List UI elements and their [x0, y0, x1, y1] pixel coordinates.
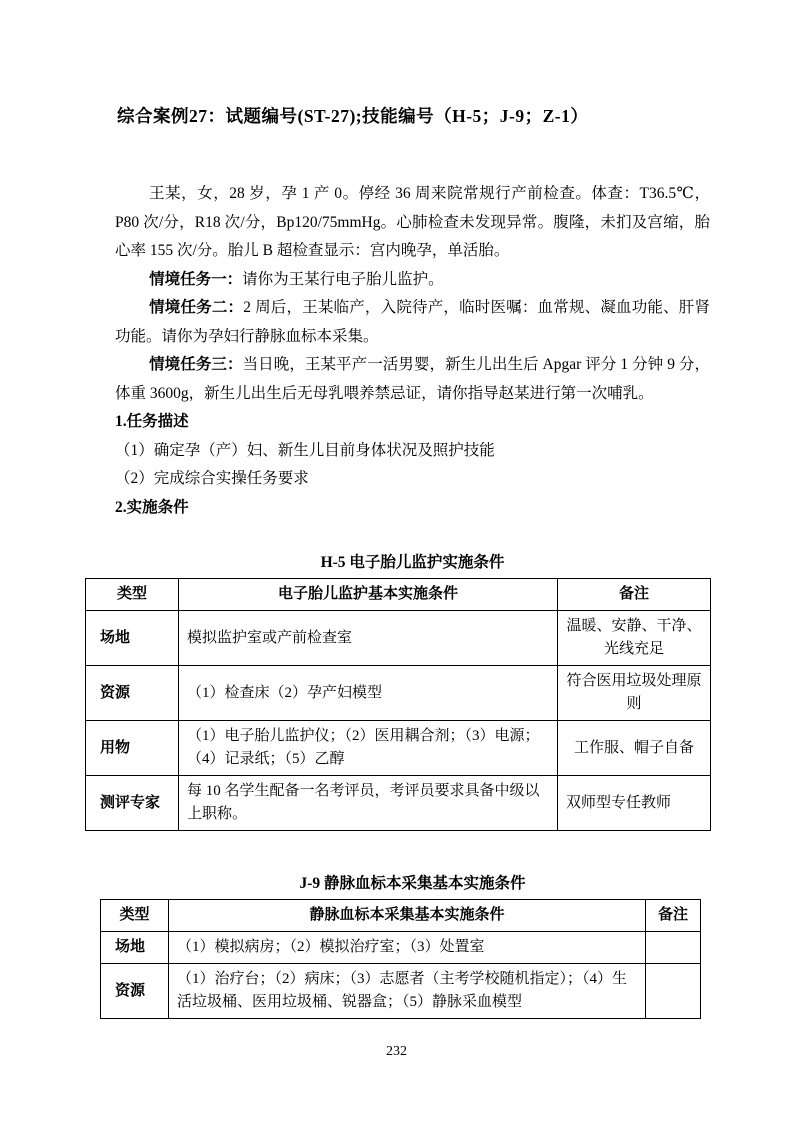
table-j9-row2-type: 资源 [101, 964, 169, 1019]
table-row [86, 721, 711, 776]
table-j9 [100, 899, 701, 1019]
table-row [86, 666, 711, 721]
table-h5 [85, 578, 711, 831]
task-3-label: 情境任务三： [149, 356, 243, 373]
task-description-item-1: （1）确定孕（产）妇、新生儿目前身体状况及照护技能 [115, 441, 495, 459]
table-h5-header-note: 备注 [558, 579, 711, 611]
table-j9-row2-note [646, 964, 701, 1019]
table-j9-row2-condition: （1）治疗台；（2）病床；（3）志愿者（主考学校随机指定）；（4）生活垃圾桶、医用垃圾桶、锐器盒；（5）静脉采血模型 [169, 964, 646, 1019]
table-h5-row3-note: 工作服、帽子自备 [558, 721, 711, 776]
table-row [86, 611, 711, 666]
task-2-text: 2 周后，王某临产，入院待产，临时医嘱：血常规、凝血功能、肝肾功能。请你为孕妇行静脉血标本采集。 [115, 299, 710, 345]
table-j9-header-row [101, 900, 701, 932]
table-h5-row4-type: 测评专家 [86, 776, 179, 831]
task-3-text: 当日晚，王某平产一活男婴，新生儿出生后 Apgar 评分 1 分钟 9 分，体重 3600g，新生儿出生后无母乳喂养禁忌证，请你指导赵某进行第一次哺乳。 [115, 356, 710, 402]
task-paragraph-2 [115, 294, 710, 351]
task-paragraph-1 [115, 266, 710, 295]
table-h5-row1-note: 温暖、安静、干净、光线充足 [558, 611, 711, 666]
table-j9-row1-condition: （1）模拟病房；（2）模拟治疗室；（3）处置室 [169, 932, 646, 964]
table-row [86, 776, 711, 831]
task-description-item-2: （2）完成综合实操任务要求 [115, 470, 309, 487]
table-j9-row1-note [646, 932, 701, 964]
table-h5-row2-type: 资源 [86, 666, 179, 721]
table-j9-row1-type: 场地 [101, 932, 169, 964]
table-j9-header-note: 备注 [646, 900, 701, 932]
table-j9-caption: J-9 静脉血标本采集基本实施条件 [299, 875, 526, 892]
task-2-label: 情境任务二： [149, 299, 244, 316]
table-j9-header-condition: 静脉血标本采集基本实施条件 [169, 900, 646, 932]
table-h5-header-row [86, 579, 711, 611]
table-j9-header-type: 类型 [101, 900, 169, 932]
table-h5-section [100, 552, 710, 831]
table-h5-row1-condition: 模拟监护室或产前检查室 [179, 611, 558, 666]
table-h5-row1-type: 场地 [86, 611, 179, 666]
table-j9-section [115, 873, 710, 1019]
table-h5-row2-condition: （1）检查床（2）孕产妇模型 [179, 666, 558, 721]
table-h5-caption: H-5 电子胎儿监护实施条件 [320, 554, 505, 571]
section-heading-task-description: 1.任务描述 [115, 413, 189, 430]
task-1-label: 情境任务一： [149, 270, 243, 288]
table-row [101, 932, 701, 964]
task-paragraph-3 [115, 351, 710, 408]
task-1-text: 请你为王某行电子胎儿监护。 [242, 270, 444, 288]
table-h5-header-condition: 电子胎儿监护基本实施条件 [179, 579, 558, 611]
document-title: 综合案例27：试题编号(ST-27);技能编号（H-5；J-9；Z-1） [117, 106, 589, 126]
table-h5-row2-note: 符合医用垃圾处理原则 [558, 666, 711, 721]
table-h5-row3-type: 用物 [86, 721, 179, 776]
page-number: 232 [386, 1044, 407, 1059]
section-heading-implementation-conditions: 2.实施条件 [115, 498, 189, 516]
case-description-paragraph: 王某，女，28 岁，孕 1 产 0。停经 36 周来院常规行产前检查。体查：T36.5℃，P80 次/分，R18 次/分，Bp120/75mmHg。心肺检查未发现异常。腹隆，未扪及宫缩，胎心率 155 次/分。胎儿 B 超检查显示：宫内晚孕，单活胎。 [115, 185, 710, 259]
table-h5-row4-condition: 每 10 名学生配备一名考评员，考评员要求具备中级以上职称。 [179, 776, 558, 831]
table-row [101, 964, 701, 1019]
table-h5-row3-condition: （1）电子胎儿监护仪；（2）医用耦合剂；（3）电源；（4）记录纸；（5）乙醇 [179, 721, 558, 776]
table-h5-header-type: 类型 [86, 579, 179, 611]
table-h5-row4-note: 双师型专任教师 [558, 776, 711, 831]
